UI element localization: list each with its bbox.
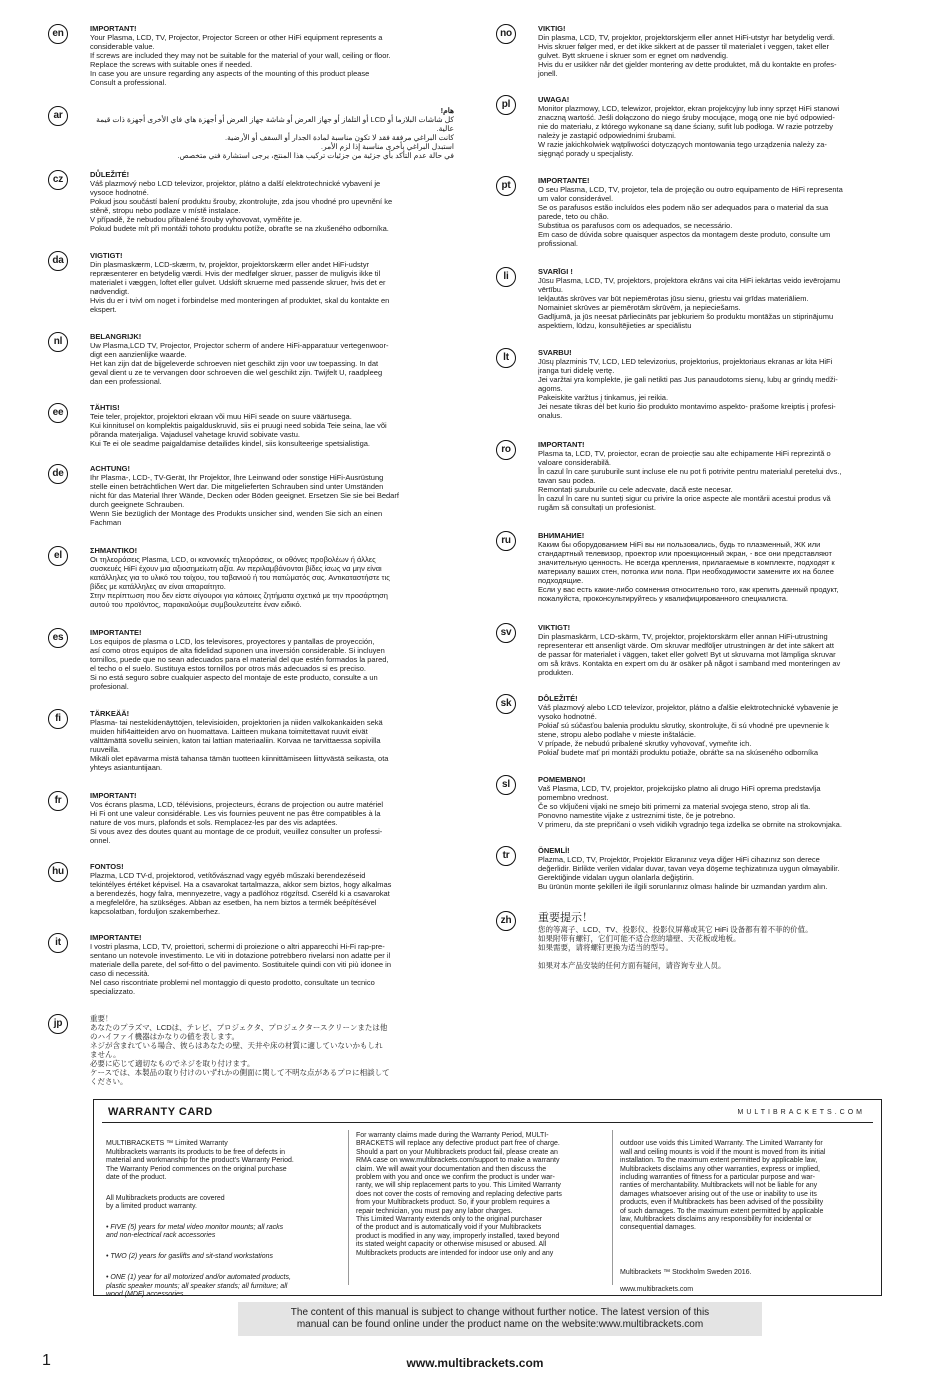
- notice-body: Teie teler, projektor, projektori ekraan või muu HiFi seade on suure väärtusega. Kui kinnitusel on komplektis paigalduskruvid, siis ei pruugi need sobida Teie seina, lae või põranda materjaliga. Vajadusel vahetage kruvid sobivate vastu. Kui Te ei ole seadme paigaldamise detailides kindel, siis konsulteerige spetsialistiga.: [90, 412, 387, 448]
- footer-website: www.multibrackets.com: [406, 1356, 544, 1370]
- notice-title: IMPORTANTE!: [90, 628, 142, 637]
- warranty-disclaimer: outdoor use voids this Limited Warranty. The Limited Warranty for wall and ceiling mounts is void if the mount is moved from its initial installation. To the maximum extent permitted by applicable law, Multibrackets disclaims any other warranties, express or implied, including warranties of fitness for a particular purpose and war- ranties of merchantability. Multibrackets will not be liable for any damages whatsoever arising out of the use or inability to use its products, even if Multibrackets has been advised of the possibility of such damages. To the maximum extent permitted by applicable law, Multibrackets disclaims any responsibility for incidental or consequential damages.: [620, 1140, 826, 1232]
- notice-body: Din plasmaskärm, LCD-skärm, TV, projektor, projektorskärm eller annan HiFi-utrustning representerar ett ansenligt värde. Om skruvar medföljer utrustningen är det inte säkert att de passar för materialet i väggen, taket eller golvet! Byt ut skruvarna mot lämpliga skruvar om så krävs. Kontakta en expert om du är osäker på något i samband med monteringen av produkten.: [538, 632, 841, 677]
- notice-title: 重要提示！: [538, 912, 593, 924]
- notice-body: 您的等离子、LCD、TV、投影仪、投影仪屏幕或其它 HiFi 设备都有着不菲的价值。 如果附带有螺钉，它们可能不适合您的墙壁、天花板或地板。 如果需要，请将螺钉更换为适当的型号。 如果对本产品安装的任何方面有疑问，请咨询专业人员。: [538, 925, 813, 970]
- notice-body: Uw Plasma,LCD TV, Projector, Projector scherm of andere HiFi-apparatuur vertegenwoor- digt een aanzienlijke waarde. Het kan zijn dat de bijgeleverde schroeven niet geschikt zijn voor uw toepassing. In dat geval dient u ze te vervangen door schroeven die wel geschikt zijn. Twijfelt U, raadpleeg dan een professional.: [90, 341, 389, 386]
- warranty-brand: MULTIBRACKETS.COM: [737, 1109, 865, 1116]
- notice-title: IMPORTANT!: [90, 24, 137, 33]
- notice-title: VIKTIGT!: [538, 623, 571, 632]
- notice-title: IMPORTANT!: [538, 440, 585, 449]
- warranty-covered: All Multibrackets products are covered by a limited product warranty.: [106, 1194, 225, 1211]
- notice-title: DŮLEŽITÉ!: [90, 170, 130, 179]
- language-badge: da: [48, 251, 68, 271]
- warranty-two-years: • TWO (2) years for gaslifts and sit-stand workstations: [106, 1253, 274, 1261]
- notice-body: Plasma ta, LCD, TV, proiector, ecran de proiecție sau alte echipamente HiFi reprezintă o valoare considerabilă. În cazul în care șuruburile sunt incluse ele nu pot fi potrivite pentru materialul peretelui dvs., tavan sau podea. Remontați șuruburile cu cele adecvate, dacă este necesar. În cazul în care nu sunteți sigur cu privire la orice aspecte ale montării acestui produs vă rugăm să consultați un profesionist.: [538, 449, 842, 512]
- notice-title: 重要！: [90, 1014, 113, 1023]
- warranty-five-years: • FIVE (5) years for metal video monitor mounts; all racks and non-electrical rack accessories: [106, 1224, 284, 1240]
- language-badge: de: [48, 464, 68, 484]
- language-badge: sl: [496, 775, 516, 795]
- notice-body: Váš plazmový nebo LCD televizor, projektor, plátno a další elektrotechnické vybavení je vysoce hodnotné. Pokud jsou součástí balení produktu šrouby, zkontrolujte, zda jsou vhodné pro upevnění ke stěně, stropu nebo podlaze v místě instalace. V případě, že nebudou přibalené šrouby vyhovovat, vyměňte je. Pokud budete mít při montáži tohoto produktu potíže, obraťte se na zkušeného odborníka.: [90, 179, 393, 233]
- notice-title: IMPORTANTE!: [538, 176, 590, 185]
- notice-title: ВНИМАНИЕ!: [538, 531, 585, 540]
- notice-body: あなたのプラズマ、LCDは、テレビ、プロジェクタ、プロジェクタースクリーンまたは他 のハイファイ機器はかなりの値を表します。 ネジが含まれている場合、彼らはあなたの壁、天井や床の材質に適していないかもしれ ません。 必要に応じて適切なものでネジを取り付けます。 ケースでは、本製品の取り付けのいずれかの側面に関して不明な点があるプロに相談して ください。: [90, 1023, 390, 1086]
- notice-body: Ihr Plasma-, LCD-, TV-Gerät, Ihr Projektor, Ihre Leinwand oder sonstige HiFi-Ausrüstung stelle einen beträchtlichen Wert dar. Die mitgelieferten Schrauben sind unter Umständen nicht für das Material Ihrer Wände, Decken oder Böden geeignet. Ersetzen Sie sie bei Bedarf durch geeignete Schrauben. Wenn Sie bezüglich der Montage des Produkts unsicher sind, wenden Sie sich an einen Fachman: [90, 473, 399, 527]
- warranty-heading: MULTIBRACKETS ™ Limited Warranty: [106, 1140, 228, 1148]
- notice-title: SVARBU!: [538, 348, 572, 357]
- notice-title: DÔLEŽITÉ!: [538, 694, 578, 703]
- notice-body: Οι τηλεοράσεις Plasma, LCD, οι κανονικές τηλεοράσεις, οι οθόνες προβολέων ή άλλες συσκευές HiFi έχουν μια αξιοσημείωτη αξία. Αν περιλαμβάνονται βίδες ίσως να μην είναι κατάλληλες για το υλικό του τοίχου, του ταβανιού ή του πατώματός σας. Αντικαταστήστε τις βίδες με κατάλληλες αν είναι απαραίτητο. Στην περίπτωση που δεν είστε σίγουροι για κάποιες ζητήματα σχετικά με την προσάρτηση αυτού του προϊόντος, παρακαλούμε συμβουλευτείτε έναν ειδικό.: [90, 555, 390, 609]
- notice-body: Din plasmaskærm, LCD-skærm, tv, projektor, projektorskærm eller andet HiFi-udstyr repræsenterer en betydelig værdi. Hvis der medfølger skruer, passer de muligvis ikke til materialet i væggen, loftet eller gulvet. Udskift skruerne med passende skruer, hvis det er nødvendigt. Hvis du er i tvivl om noget i forbindelse med monteringen af produktet, skal du kontakte en ekspert.: [90, 260, 390, 314]
- notice-body: Los equipos de plasma o LCD, los televisores, proyectores y pantallas de proyección, así como otros equipos de alta fidelidad suponen una inversión considerable. Si incluyen tornillos, puede que no sean adecuados para el material del que estén formados la pared, el techo o el suelo. Sustituya estos tornillos por otros más adecuados si es preciso. Si no está seguro sobre cualquier aspecto del montaje de este producto, consulte a un profesional.: [90, 637, 389, 691]
- notice-title: TÄRKEÄÄ!: [90, 709, 130, 718]
- notice-title: ΣΗΜΑΝΤΙΚΟ!: [90, 546, 138, 555]
- warranty-column-2: For warranty claims made during the Warranty Period, MULTI- BRACKETS will replace any defective product part free of charge. Should a part on your Multibrackets product fail, please create an RMA case on www.multibrackets.com/support to make a warranty claim. We will await your documentation and then discuss the problem with you and once we confirm the product is under war- ranty, we will ship replacement parts to you. This Limited Warranty does not cover the costs of removing and replacing defective parts from your Multibrackets product. So, if your problem requires a repair technician, you must pay any labor charges. This Limited Warranty extends only to the original purchaser of the product and is automatically void if your Multibrackets product is modified in any way, improperly installed, taxed beyond its stated weight capacity or otherwise misused or abused. All Multibrackets products are intended for indoor use only and any: [356, 1132, 562, 1257]
- notice-body: Monitor plazmowy, LCD, telewizor, projektor, ekran projekcyjny lub inny sprzęt HiFi stanowi znaczną wartość. Jeśli dołączono do niego śruby mocujące, mogą one nie być odpowied- nie do materiału, z którego wykonane są dane ściany, sufit lub podłoga. W razie potrzeby należy je zastąpić odpowiednimi śrubami. W razie jakichkolwiek wątpliwości dotyczących montowania tego urządzenia należy za- sięgnąć porady u specjalisty.: [538, 104, 840, 158]
- notice-body: Каким бы оборудованием HiFi вы ни пользовались, будь то плазменный, ЖК или стандартный телевизор, проектор или проекционный экран, - все они представляют значительную ценность. Не всегда крепления, прилагаемые в комплекте, подходят к материалу ваших стен, потолка или пола. При необходимости замените их на более подходящие. Если у вас есть какие-либо сомнения относительно того, как крепить данный продукт, пожалуйста, проконсультируйтесь у квалифицированного специалиста.: [538, 540, 839, 603]
- notice-title: TÄHTIS!: [90, 403, 120, 412]
- notice-body: Vos écrans plasma, LCD, télévisions, projecteurs, écrans de projection ou autre matériel Hi Fi ont une valeur considérable. Les vis fournies peuvent ne pas être compatibles à la nature de vos murs, plafonds et sols. Remplacez-les par des vis adaptées. Si vous avez des doutes quant au montage de ce produit, veuillez consulter un professi- onnel.: [90, 800, 384, 845]
- language-badge: fi: [48, 709, 68, 729]
- language-badge: jp: [48, 1014, 68, 1034]
- notice-title: UWAGA!: [538, 95, 570, 104]
- notice-body: Jūsų plazminis TV, LCD, LED televizorius, projektorius, projektoriaus ekranas ar kita HiFi įranga turi didelę vertę. Jei varžtai yra komplekte, jie gali netikti pas Jus panaudotoms sienų, lubų ar grindų medži- agoms. Pakeiskite varžtus į tinkamus, jei reikia. Jei nesate tikras dėl bet kurio šio produkto montavimo aspekto- prašome kreiptis į profesi- onalus.: [538, 357, 838, 420]
- language-badge: sk: [496, 694, 516, 714]
- warranty-column-3: [620, 1132, 874, 1303]
- notice-body: Your Plasma, LCD, TV, Projector, Projector Screen or other HiFi equipment represents a considerable value. If screws are included they may not be suitable for the material of your wall, ceiling or floor. Replace the screws with suitable ones if needed. In case you are unsure regarding any aspects of the mounting of this product please Consult a professional.: [90, 33, 391, 87]
- language-badge: no: [496, 24, 516, 44]
- language-badge: ee: [48, 403, 68, 423]
- language-badge: es: [48, 628, 68, 648]
- language-badge: zh: [496, 911, 516, 931]
- language-badge: lt: [496, 348, 516, 368]
- notice-body: Váš plazmový alebo LCD televízor, projektor, plátno a ďalšie elektrotechnické vybavenie je vysoko hodnotné. Pokiaľ sú súčasťou balenia produktu skrutky, skontrolujte, či sú vhodné pre upevnenie k stene, stropu alebo podlahe v mieste inštalácie. V prípade, že nebudú pribalené skrutky vyhovovať, vymeňte ich. Pokiaľ budete mať pri montáži produktu potiaže, obráťte sa na skúseného odborníka: [538, 703, 839, 757]
- warranty-one-year: • ONE (1) year for all motorized and/or automated products, plastic speaker mounts; all speaker stands; all furniture; all wood (MDF) accessories: [106, 1274, 291, 1298]
- notice-body: Jūsu Plasma, LCD, TV, projektors, projektora ekrāns vai cita HiFi iekārtas veido ievērojamu vērtību. Iekļautās skrūves var būt nepiemērotas jūsu sienu, griestu vai grīdas materiāliem. Nomainiet skrūves ar piemērotām skrūvēm, ja nepieciešams. Gadījumā, ja jūs neesat pārliecināts par jebkuriem šo produktu montāžas un stiprinājumu aspektiem, lūdzu, konsultējieties ar speciālistu: [538, 276, 841, 330]
- warranty-title: WARRANTY CARD: [108, 1106, 213, 1118]
- language-badge: nl: [48, 332, 68, 352]
- notice-title: ÖNEMLİ!: [538, 846, 570, 855]
- notice-title: BELANGRIJK!: [90, 332, 142, 341]
- warranty-intro: Multibrackets warrants its products to be free of defects in material and workmanship for the product's Warranty Period. The Warranty Period commences on the original purchase date of the product.: [106, 1148, 294, 1182]
- language-badge: ar: [48, 106, 68, 126]
- language-badge: sv: [496, 623, 516, 643]
- notice-title: IMPORTANT!: [90, 791, 137, 800]
- warranty-column-1: [106, 1132, 346, 1308]
- notice-title: VIGTIGT!: [90, 251, 123, 260]
- warranty-signature: Multibrackets ™ Stockholm Sweden 2016.: [620, 1269, 752, 1277]
- notice-title: هام!: [440, 106, 454, 115]
- language-badge: tr: [496, 846, 516, 866]
- warranty-column-divider: [348, 1130, 349, 1285]
- warranty-divider: [102, 1122, 873, 1123]
- language-badge: en: [48, 24, 68, 44]
- notice-body: O seu Plasma, LCD, TV, projetor, tela de projeção ou outro equipamento de HiFi representa um valor considerável. Se os parafusos estão incluídos eles podem não ser adequados para o material da sua parede, teto ou chão. Substitua os parafusos com os adequados, se necessário. Em caso de dúvida sobre quaisquer aspectos da montagem deste produto, consulte um profissional.: [538, 185, 843, 248]
- language-badge: li: [496, 267, 516, 287]
- notice-title: VIKTIG!: [538, 24, 566, 33]
- language-badge: it: [48, 933, 68, 953]
- notice-title: FONTOS!: [90, 862, 124, 871]
- notice-title: IMPORTANTE!: [90, 933, 142, 942]
- language-badge: fr: [48, 791, 68, 811]
- page-number: 1: [42, 1352, 51, 1369]
- notice-body: كل شاشات البلازما أو LCD أو التلفاز أو جهاز العرض أو شاشة جهاز العرض أو أجهزة هاي فاي الأخرى أجهزة ذات قيمة عالية. كانت البراغي مرفقة فقد لا تكون مناسبة لمادة الجدار أو السقف أو الأرضية. استبدل البراغي بأخرى مناسبة إذا لزم الأمر. في حالة عدم التأكد بأي جزئية من جزئيات تركيب هذا المنتج، يرجى استشارة فني متخصص.: [96, 115, 454, 160]
- language-badge: cz: [48, 170, 68, 190]
- notice-body: I vostri plasma, LCD, TV, proiettori, schermi di proiezione o altri apparecchi Hi-Fi rap-pre- sentano un notevole investimento. Le viti in dotazione potrebbero rivelarsi non adatte per il materiale della parete, del sof-fitto o del pavimento. Sostituitele quindi con viti più idonee in caso di necessità. Nel caso riscontriate problemi nel montaggio di questo prodotto, consultate un tecnico specializzato.: [90, 942, 392, 996]
- notice-body: Din plasma, LCD, TV, projektor, projektorskjerm eller annet HiFi-utstyr har betydelig verdi. Hvis skruer følger med, er det ikke sikkert at de passer til materialet i veggen, taket eller gulvet. Bytt skruene i skruer som er egnet om nødvendig. Hvis du er usikker når det gjelder montering av dette produktet, må du kontakte en profes- jonell.: [538, 33, 837, 78]
- language-badge: pl: [496, 95, 516, 115]
- notice-title: POMEMBNO!: [538, 775, 586, 784]
- manual-change-notice: [238, 1302, 762, 1336]
- warranty-url: www.multibrackets.com: [620, 1286, 694, 1294]
- notice-title: ACHTUNG!: [90, 464, 130, 473]
- warranty-card: [93, 1099, 882, 1296]
- language-badge: pt: [496, 176, 516, 196]
- language-badge: el: [48, 546, 68, 566]
- language-badge: hu: [48, 862, 68, 882]
- notice-body: Plazma, LCD, TV, Projektör, Projektör Ekranınız veya diğer HiFi cihazınız son derece değerlidir. Birlikte verilen vidalar duvar, tavan veya döşeme teçhizatınıza uygun olmayabilir. Gerektiğinde vidaları uygun olanlarla değiştirin. Bu ürünün monte şekilleri ile ilgili sorunlarınız olması halinde bir uzmandan yardım alın.: [538, 855, 840, 891]
- notice-body: Plasma- tai nestekidenäyttöjen, televisioiden, projektorien ja niiden valkokankaiden sekä muiden hifi4aitteiden arvo on huomattava. Laitteen mukana toimitettavat ruuvit eivät välttämättä sovellu seinien, katon tai lattian materiaaliin. Korvaa ne tarvittaessa sopivilla ruuveilla. Mikäli olet epävarma mistä tahansa tämän tuotteen kiinnittämiseen liittyvästä seikasta, ota yhteys asiantuntijaan.: [90, 718, 389, 772]
- notice-title: SVARĪGI !: [538, 267, 573, 276]
- notice-text: The content of this manual is subject to change without further notice. The latest version of this manual can be found online under the product name on the website:www.multibrackets.com: [290, 1307, 710, 1330]
- language-badge: ro: [496, 440, 516, 460]
- language-badge: ru: [496, 531, 516, 551]
- notice-body: Plazma, LCD TV-d, projektorod, vetítővásznad vagy egyéb műszaki berendezéseid tekintélyes értéket képvisel. Ha a csavarokat tartalmazza, akkor sem biztos, hogy alkalmas a berendezés, hogy falra, mennyezetre, vagy a padlóhoz rögzítsd. Cseréld ki a csavarokat a megfelelőre, ha szükséges. Abban az esetben, ha nem biztos a termék beépítésével kapcsolatban, forduljon szakemberhez.: [90, 871, 392, 916]
- warranty-column-divider: [612, 1130, 613, 1285]
- notice-body: Vaš Plasma, LCD, TV, projektor, projekcijsko platno ali drugo HiFi oprema predstavlja pomembno vrednost. Če so vključeni vijaki ne smejo biti primerni za material svojega steno, strop ali tla. Ponovno namestite vijake z ustreznimi tiste, če je potrebno. V primeru, da ste prepričani o vseh vidikih vgradnjo tega izdelka se obrnite na strokovnjaka.: [538, 784, 842, 829]
